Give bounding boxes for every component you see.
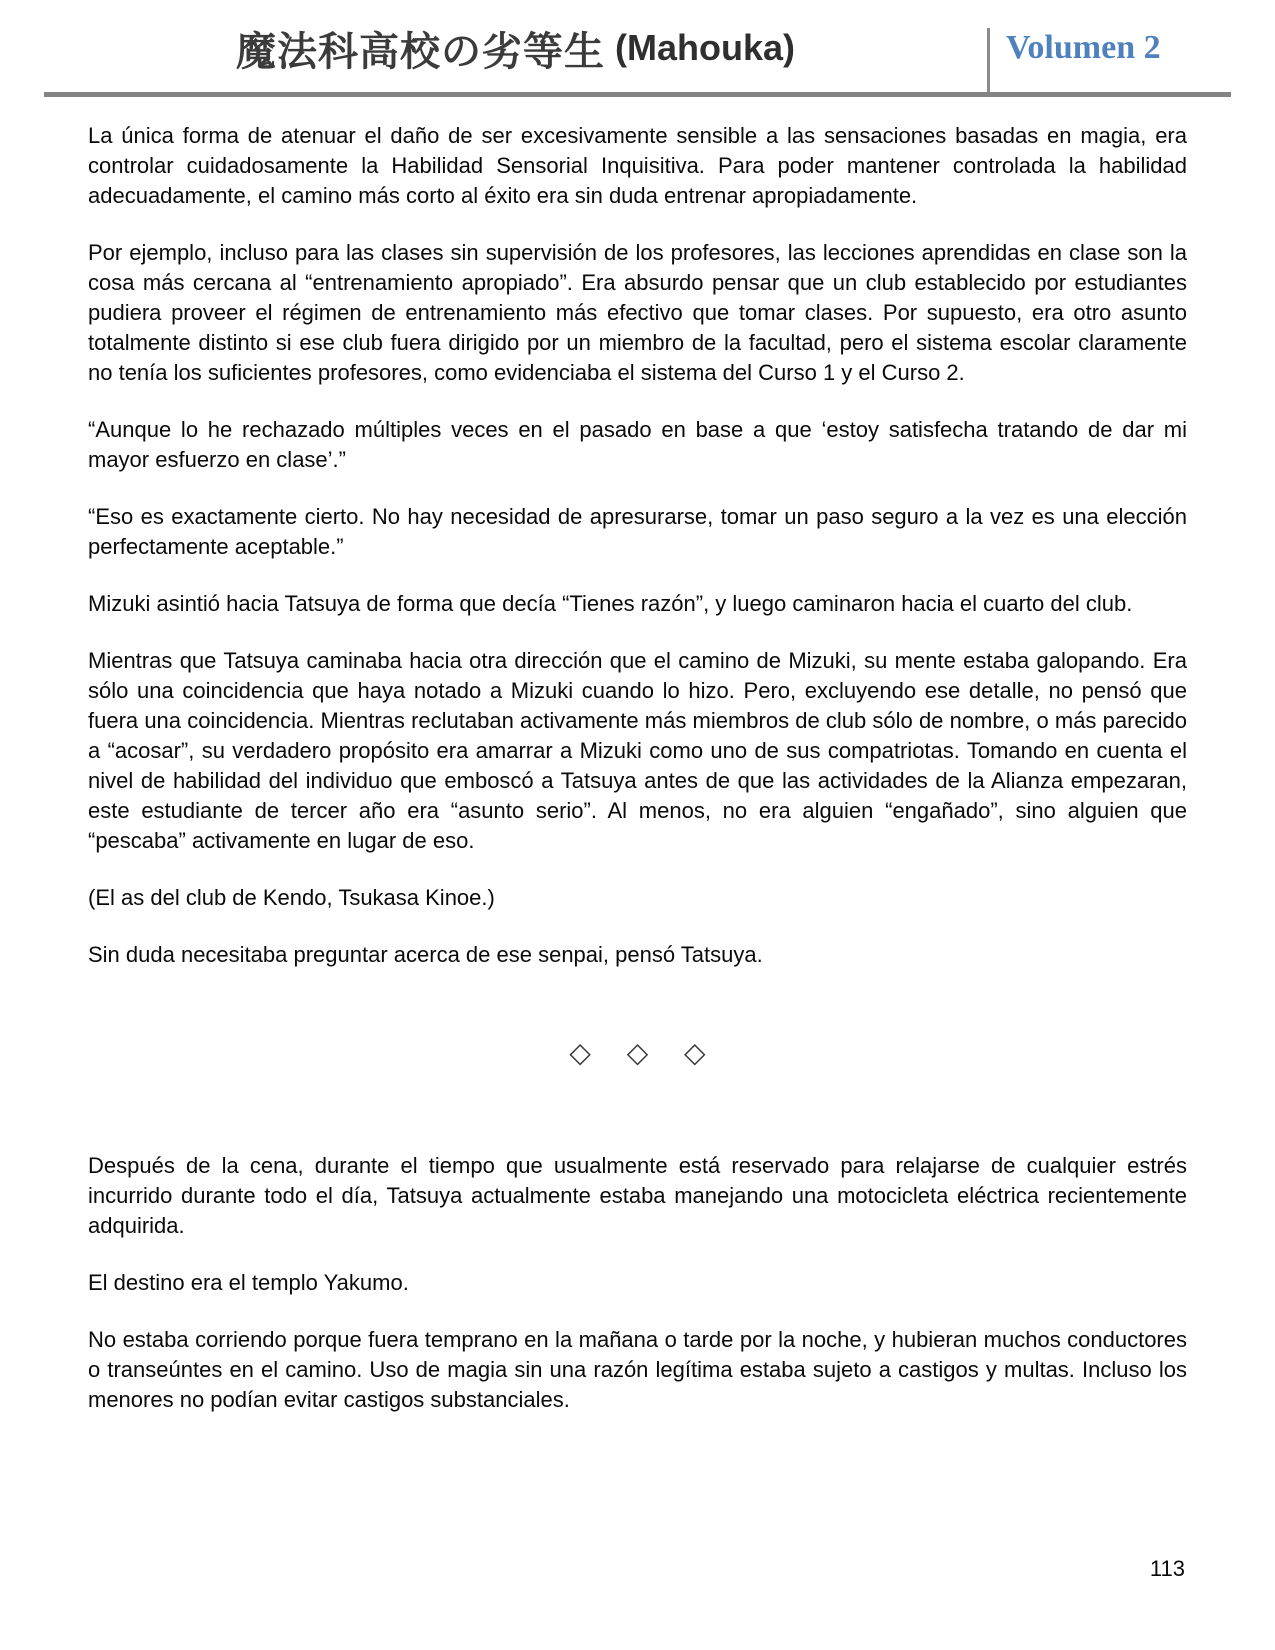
page-number: 113 (1149, 1556, 1185, 1581)
paragraph: Mientras que Tatsuya caminaba hacia otra dirección que el camino de Mizuki, su mente estaba galopando. Era sólo una coincidencia que haya notado a Mizuki cuando lo hizo. Pero, excluyendo ese detalle, no pensó que fuera una coincidencia. Mientras reclutaban activamente más miembros de club sólo de nombre, o más parecido a “acosar”, su verdadero propósito era amarrar a Mizuki como uno de sus compatriotas. Tomando en cuenta el nivel de habilidad del individuo que emboscó a Tatsuya antes de que las actividades de la Alianza empezaran, este estudiante de tercer año era “asunto serio”. Al menos, no era alguien “engañado”, sino alguien que “pescaba” activamente en lugar de eso. (88, 648, 1187, 853)
volume-label: Volumen 2 (1006, 29, 1161, 66)
paragraph: “Aunque lo he rechazado múltiples veces en el pasado en base a que ‘estoy satisfecha tratando de dar mi mayor esfuerzo en clase’.” (88, 417, 1187, 472)
paragraph: Por ejemplo, incluso para las clases sin supervisión de los profesores, las lecciones aprendidas en clase son la cosa más cercana al “entrenamiento apropiado”. Era absurdo pensar que un club establecido por estudiantes pudiera proveer el régimen de entrenamiento más efectivo que tomar clases. Por supuesto, era otro asunto totalmente distinto si ese club fuera dirigido por un miembro de la facultad, pero el sistema escolar claramente no tenía los suficientes profesores, como evidenciaba el sistema del Curso 1 y el Curso 2. (88, 240, 1187, 385)
body-text (88, 121, 1187, 1415)
paragraph: La única forma de atenuar el daño de ser excesivamente sensible a las sensaciones basadas en magia, era controlar cuidadosamente la Habilidad Sensorial Inquisitiva. Para poder mantener controlada la habilidad adecuadamente, el camino más corto al éxito era sin duda entrenar apropiadamente. (88, 123, 1187, 208)
paragraph: No estaba corriendo porque fuera temprano en la mañana o tarde por la noche, y hubieran muchos conductores o transeúntes en el camino. Uso de magia sin una razón legítima estaba sujeto a castigos y multas. Incluso los menores no podían evitar castigos substanciales. (88, 1327, 1187, 1412)
paragraph: (El as del club de Kendo, Tsukasa Kinoe.) (88, 885, 495, 910)
book-title (44, 4, 987, 92)
page-header (44, 0, 1231, 92)
paragraph: El destino era el templo Yakumo. (88, 1270, 409, 1295)
volume-area (990, 4, 1231, 92)
book-title-japanese: 魔法科高校の劣等生 (236, 27, 605, 75)
scene-break-diamonds: ◇ ◇ ◇ (569, 1037, 720, 1068)
paragraph: Sin duda necesitaba preguntar acerca de ese senpai, pensó Tatsuya. (88, 942, 763, 967)
paragraph: Después de la cena, durante el tiempo que usualmente está reservado para relajarse de cualquier estrés incurrido durante todo el día, Tatsuya actualmente estaba manejando una motocicleta eléctrica recientemente adquirida. (88, 1153, 1187, 1238)
paragraph: “Eso es exactamente cierto. No hay necesidad de apresurarse, tomar un paso seguro a la vez es una elección perfectamente aceptable.” (88, 504, 1187, 559)
paragraph: Mizuki asintió hacia Tatsuya de forma que decía “Tienes razón”, y luego caminaron hacia el cuarto del club. (88, 591, 1133, 616)
header-horizontal-rule (44, 92, 1231, 97)
book-title-romanized: (Mahouka) (615, 27, 795, 68)
